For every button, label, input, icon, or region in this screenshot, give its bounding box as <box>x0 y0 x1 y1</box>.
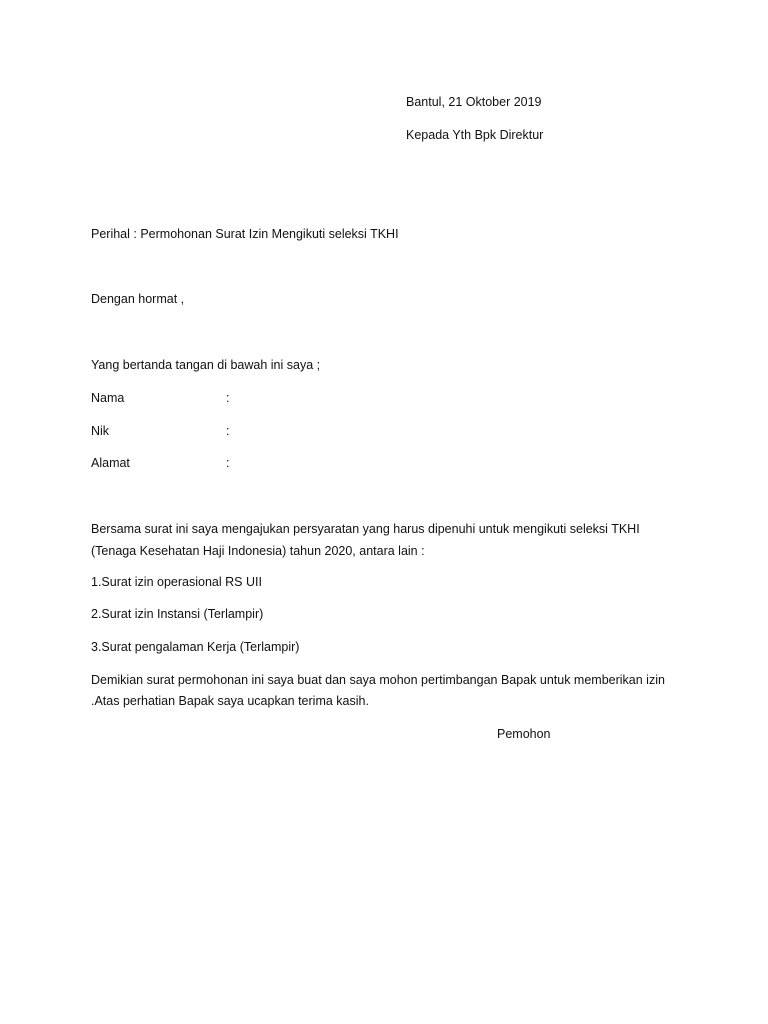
list-item: 2.Surat izin Instansi (Terlampir) <box>91 607 264 621</box>
closing-paragraph-line-2: .Atas perhatian Bapak saya ucapkan terima kasih. <box>91 694 369 708</box>
letter-subject: Perihal : Permohonan Surat Izin Mengikuti seleksi TKHI <box>91 227 399 241</box>
list-item: 1.Surat izin operasional RS UII <box>91 575 262 589</box>
letter-date: Bantul, 21 Oktober 2019 <box>406 95 542 109</box>
field-colon-nik: : <box>226 424 230 438</box>
field-colon-nama: : <box>226 391 230 405</box>
field-label-nama: Nama <box>91 391 125 405</box>
field-label-nik: Nik <box>91 424 110 438</box>
body-paragraph-line-2: (Tenaga Kesehatan Haji Indonesia) tahun 2020, antara lain : <box>91 544 425 558</box>
field-label-alamat: Alamat <box>91 456 130 470</box>
list-item: 3.Surat pengalaman Kerja (Terlampir) <box>91 640 300 654</box>
letter-recipient: Kepada Yth Bpk Direktur <box>406 128 544 142</box>
letter-greeting: Dengan hormat , <box>91 292 185 306</box>
field-colon-alamat: : <box>226 456 230 470</box>
body-paragraph-line-1: Bersama surat ini saya mengajukan persyaratan yang harus dipenuhi untuk mengikuti seleksi TKHI <box>91 522 640 536</box>
signer-label: Pemohon <box>497 727 551 741</box>
letter-intro: Yang bertanda tangan di bawah ini saya ; <box>91 358 321 372</box>
closing-paragraph-line-1: Demikian surat permohonan ini saya buat dan saya mohon pertimbangan Bapak untuk memberikan izin <box>91 673 665 687</box>
